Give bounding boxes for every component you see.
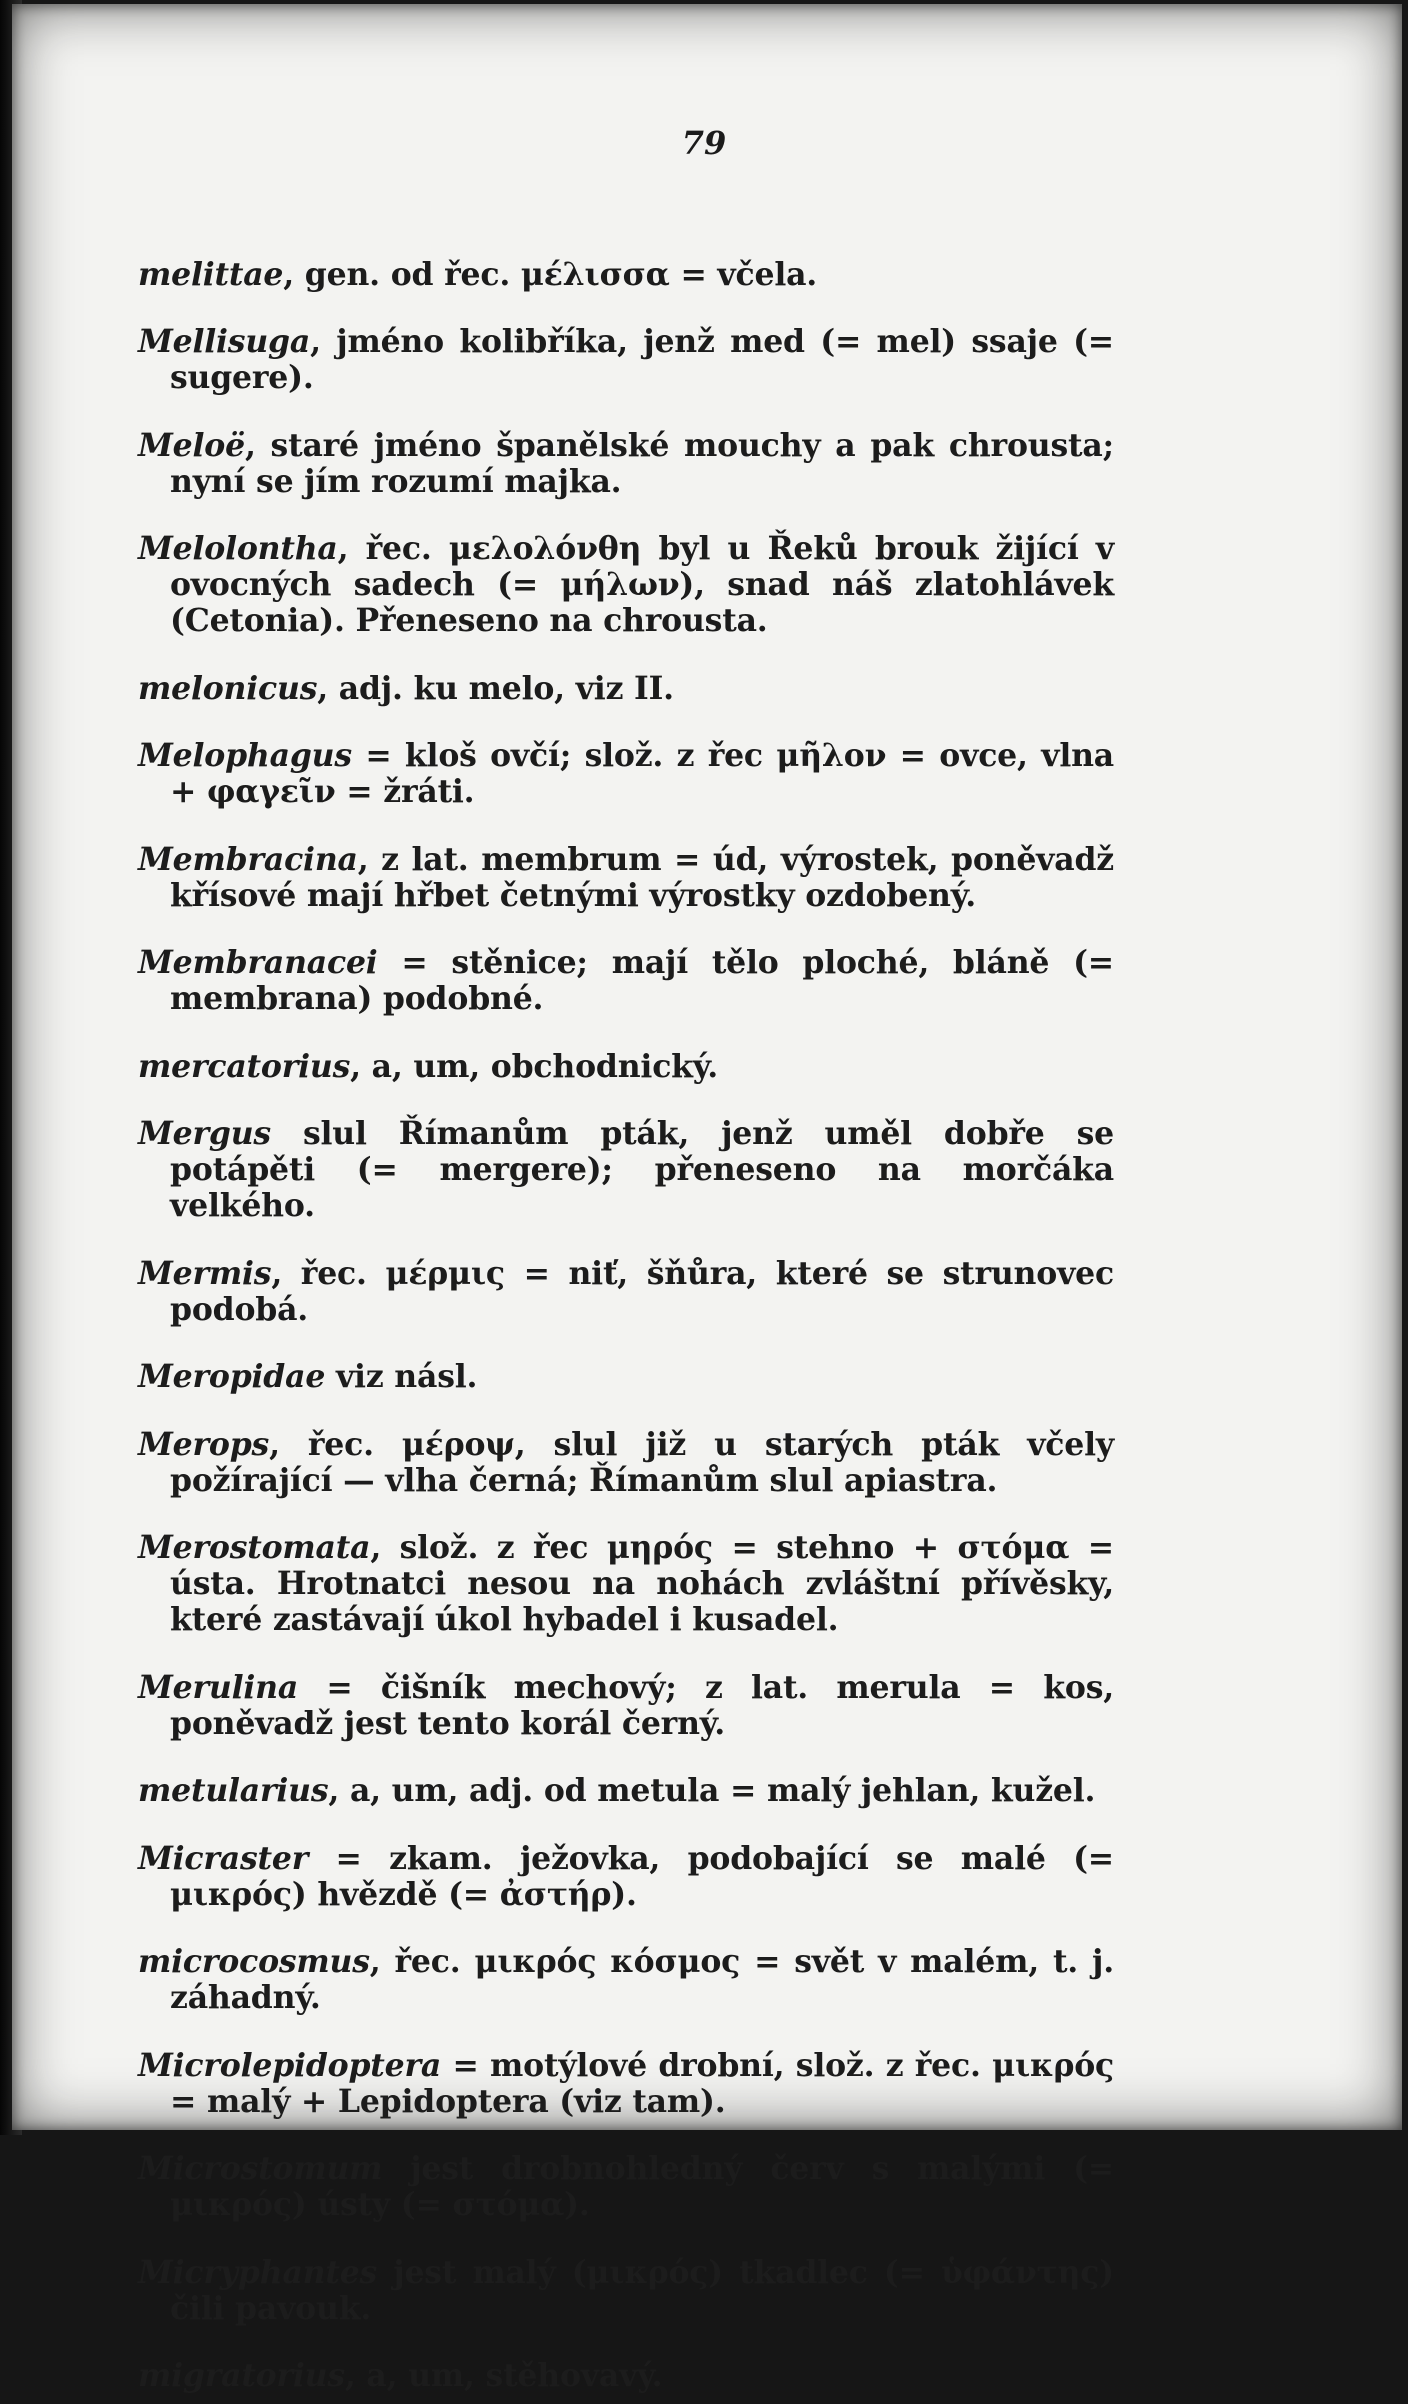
entry-term: Mellisuga [138,323,311,360]
entry-merops [138,1427,1114,1499]
entry-text: , slož. z řec μηρός = stehno + στόμα = ústa. Hrotnatci nesou na nohách zvláštní přívěsky, které zastávají úkol hybadel i kusadel. [170,1529,1114,1638]
entry-text: , řec. μέροψ, slul již u starých pták včely požírající — vlha černá; Římanům slul apiastra. [170,1425,1114,1499]
entry-text: slul Římanům pták, jenž uměl dobře se potápěti (= mergere); přeneseno na morčáka velkého. [170,1115,1114,1224]
entry-microcosmus [138,1944,1114,2016]
entry-microlepidoptera [138,2048,1114,2120]
dictionary-entries [138,225,1114,2404]
entry-microstomum [138,2151,1114,2223]
entry-membranacei [138,945,1114,1017]
entry-text: , řec. μέρμις = niť, šňůra, které se strunovec podobá. [170,1254,1114,1328]
entry-term: Micraster [138,1839,309,1877]
entry-micraster [138,1841,1114,1913]
entry-term: Merostomata [138,1529,371,1566]
entry-term: Membranacei [138,944,378,981]
page-number: 79 [681,124,727,162]
entry-melophagus [138,738,1114,810]
entry-text: jest malý (μικρός) tkadlec (= ὑφάντης) čili pavouk. [170,2253,1114,2327]
entry-merulina [138,1670,1114,1742]
entry-mellisuga [138,324,1114,396]
entry-merostomata [138,1530,1114,1638]
entry-term: Melolontha [138,530,338,567]
entry-micryphantes [138,2255,1114,2327]
entry-text: , gen. od řec. μέλισσα = včela. [283,255,818,293]
entry-term: Melophagus [138,737,352,774]
entry-term: Merops [138,1425,270,1463]
entry-term: Microstomum [138,2150,383,2187]
entry-text: = kloš ovčí; slož. z řec μῆλον = ovce, vlna + φαγεῖν = žráti. [170,737,1114,810]
entry-term: Meropidae [138,1358,326,1395]
entry-term: melittae [138,255,284,293]
entry-term: Mergus [138,1115,271,1152]
entry-meloe [138,428,1114,500]
entry-term: Merulina [138,1668,299,1706]
entry-text: = čišník mechový; z lat. merula = kos, poněvadž jest tento korál černý. [170,1668,1114,1742]
entry-text: , a, um, stěhovavý. [344,2357,663,2394]
entry-text: = zkam. ježovka, podobající se malé (= μικρός) hvězdě (= ἀστήρ). [170,1839,1114,1913]
entry-text: , z lat. membrum = úd, výrostek, poněvadž křísové mají hřbet četnými výrostky ozdobený. [170,840,1114,914]
entry-text: , adj. ku melo, viz II. [317,669,674,707]
entry-mergus [138,1116,1114,1224]
entry-term: Microlepidoptera [138,2046,442,2084]
entry-term: melonicus [138,669,318,707]
entry-migratorius [138,2358,1114,2394]
entry-melittae [138,257,1114,293]
entry-text: = stěnice; mají tělo ploché, bláně (= membrana) podobné. [170,944,1114,1017]
entry-term: Mermis [138,1254,272,1292]
entry-membracina [138,842,1114,914]
entry-mermis [138,1256,1114,1328]
entry-text: , řec. μικρός κόσμος = svět v malém, t. j. záhadný. [170,1943,1114,2016]
entry-term: Micryphantes [138,2253,378,2291]
entry-melonicus [138,671,1114,707]
entry-term: metularius [138,1772,329,1809]
entry-term: migratorius [138,2357,345,2394]
entry-text: , a, um, adj. od metula = malý jehlan, kužel. [328,1772,1096,1809]
entry-meropidae [138,1359,1114,1395]
entry-text: jest drobnohledný červ s malými (= μικρός) ústy (= στόμα). [170,2150,1114,2223]
entry-text: viz násl. [325,1358,478,1395]
entry-term: Meloë [138,426,245,464]
entry-term: microcosmus [138,1943,370,1980]
entry-text: , a, um, obchodnický. [350,1047,719,1085]
entry-melolontha [138,531,1114,639]
entry-text: , staré jméno španělské mouchy a pak chrousta; nyní se jím rozumí majka. [170,426,1114,500]
entry-term: Membracina [138,840,358,878]
entry-text: , řec. μελολόνθη byl u Řeků brouk žijící v ovocných sadech (= μήλων), snad náš zlatohlávek (Cetonia). Přeneseno na chrousta. [170,530,1114,639]
entry-term: mercatorius [138,1047,351,1085]
entry-metularius [138,1773,1114,1809]
entry-mercatorius [138,1049,1114,1085]
entry-text: = motýlové drobní, slož. z řec. μικρός = malý + Lepidoptera (viz tam). [170,2046,1114,2120]
entry-text: , jméno kolibříka, jenž med (= mel) ssaje (= sugere). [170,323,1114,396]
